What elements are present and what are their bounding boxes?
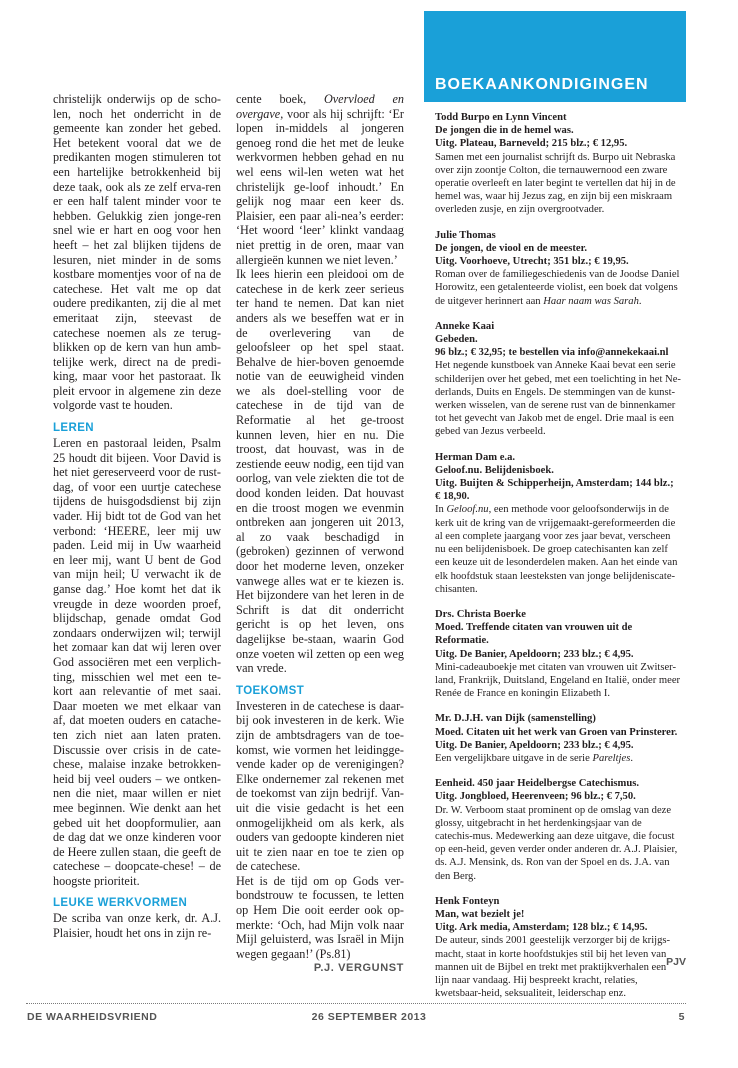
book-title: Moed. Treffende citaten van vrouwen uit de Reformatie.: [435, 622, 633, 647]
book-description: In Geloof.nu, een methode voor geloofsonderwijs in de kerk uit de kring van de vrijgemaakt-gereformeerden die al een complete jaargang voor zes jaar bevat, verscheen nu een belijdenisboek. De groep catechisanten kan zelf een keuze uit de lesonderdelen maken. Aan het einde van elk hoofdstuk staan leesteksten van jonge belijdeniscate-chisanten.: [435, 504, 678, 595]
book-list: [435, 111, 681, 1012]
article-column-2: [236, 92, 404, 976]
book-author: Julie Thomas: [435, 229, 496, 241]
book-announcements-sidebar: [424, 0, 686, 1000]
page-number: 5: [678, 1011, 685, 1023]
book-description: Een vergelijkbare uitgave in de serie Pareltjes.: [435, 752, 633, 764]
book-publisher: Uitg. Ark media, Amsterdam; 128 blz.; € 14,95.: [435, 922, 648, 934]
book-title-reference: Overvloed en overgave: [236, 92, 404, 121]
book-description: Samen met een journalist schrijft ds. Burpo uit Nebraska over zijn zoontje Colton, die ternauwernood een zware operatie overleeft en later begint te vertellen dat hij in de hemel was, waar hij Jezus zag, en zijn bij een miskraam overleden zusje, en zijn overgrootvader.: [435, 151, 676, 216]
article-paragraph: Investeren in de catechese is daar-bij ook investeren in de kerk. Wie zijn de ambtsdragers van de toe-komst, wie vormen het leidingge-vende kader op de verenigingen? Elke ondernemer zal rekenen met de toekomst van zijn bedrijf. Van-uit die visie gedacht is het een onmogelijkheid om als kerk, als ouders van gedoopte kinderen niet uit te zien naar en toe te zien op de catechese.: [236, 698, 404, 874]
footer-divider: [26, 1003, 686, 1004]
book-title: Eenheid. 450 jaar Heidelbergse Catechismus.: [435, 778, 640, 790]
book-publisher: Uitg. Voorhoeve, Utrecht; 351 blz.; € 19,95.: [435, 256, 629, 268]
book-entry: [435, 229, 681, 308]
article-paragraph: Leren en pastoraal leiden, Psalm 25 houdt dit bijeen. Voor David is het niet gereserveerd voor de rust-dag, of voor een uurtje catechese tijdens de huisgodsdienst bij zijn vader. Hij bidt tot de God van het verbond: ‘HEERE, leer mij uw paden. Leid mij in Uw waarheid en leer mij, want U bent de God van mijn heil; U verwacht ik de ganse dag.’ Hoe komt het dat ik vreugde in deze woorden proef, blijdschap, genade omdat God zondaars onderwijzen wil; terwijl het zomaar kan dat wij leren over God associëren met een verplich-ting, misschien wel met een te-kort aan relevantie of met saai. Daar moeten we met elkaar van af, dat moeten ouders en catache-ten zich niet aan laten praten. Discussie over crisis in de cate-chese, malaise inzake betrokken-heid bij veel ouders – we ontken-nen die niet, maar willen er niet mee beginnen. Wie denkt aan het gebed uit het doopformulier, aan de dag dat we onze kinderen voor de Heere zullen staan, die geeft de catechese – doopcate-chese! – de hoogste prioriteit.: [53, 436, 221, 888]
book-publisher: Uitg. De Banier, Apeldoorn; 233 blz.; € 4,95.: [435, 648, 634, 660]
book-publisher: Uitg. De Banier, Apeldoorn; 233 blz.; € 4,95.: [435, 739, 634, 751]
book-author: Henk Fonteyn: [435, 895, 500, 907]
book-publisher: Uitg. Plateau, Barneveld; 215 blz.; € 12,95.: [435, 138, 628, 150]
section-heading-leren: LEREN: [53, 422, 94, 435]
article-paragraph: cente boek, Overvloed en overgave, voor als hij schrijft: ‘Er lopen in-middels al jongeren genoeg rond die het met de leuke werkvormen hebben gehad en nu wel eens wil-len weten wat het christelijk ge-loof inhoudt.’ En gelijk nog maar een keer ds. Plaisier, een paar ali-nea’s eerder: ‘Het woord ‘leer’ klinkt vandaag niet prettig in de oren, maar van allergieën kunnen we niet leven.’: [236, 92, 404, 267]
book-description: De auteur, sinds 2001 geestelijk verzorger bij de krijgs-macht, staat in korte hoofdstukjes stil bij het leven van mannen uit de Bijbel en trekt met praktijkverhalen een lijn naar vandaag. Hij bespreekt kracht, relaties, kwetsbaar-heid, seksualiteit, leiderschap enz.: [435, 935, 671, 1000]
book-description: Roman over de familiegeschiedenis van de Joodse Daniel Horowitz, een getalenteerde violist, een boek dat volgens de uitgever herinnert aan Haar naam was Sarah.: [435, 269, 680, 307]
book-entry: [435, 712, 681, 765]
book-author: Drs. Christa Boerke: [435, 608, 526, 620]
book-entry: [435, 777, 681, 883]
book-title: Gebeden.: [435, 334, 478, 346]
article-paragraph: Ik lees hierin een pleidooi om de catechese in de kerk zeer serieus ter hand te nemen. Dat kan niet anders als we beseffen wat er in de overlevering van de geloofsleer op het spel staat. Behalve de hier-boven genoemde notie van de eeuwigheid vinden we als doel-stelling voor de catechese in de tijd van de Reformatie al het ge-troost kunnen leven, hier en nu. Die troost, dat houvast, was in de zestiende eeuw nodig, een tijd van oorlog, van vele ziekten die tot de dood konden leiden. Dat houvast en die troost mogen we evenmin ontbreken aan jongeren uit 2013, al zo vaak beschadigd in (gebroken) gezinnen of verwond door het moderne leven, onzeker vanwege alles wat er te kiezen is. Het bijzondere van het leren in de Schrift is dat dit onderricht gericht is op het leven, ons dagelijkse be-staan, waarin God onze voeten wil zetten op een weg van vrede.: [236, 267, 404, 676]
book-entry: [435, 608, 681, 700]
book-entry: [435, 320, 681, 439]
sidebar-header: [424, 11, 686, 102]
magazine-name: DE WAARHEIDSVRIEND: [27, 1011, 158, 1023]
book-publisher: Uitg. Jongbloed, Heerenveen; 96 blz.; € 7,50.: [435, 791, 636, 803]
sidebar-signature: PJV: [666, 956, 686, 968]
article-column-1: [53, 92, 221, 941]
book-entry: [435, 451, 681, 596]
book-title: Moed. Citaten uit het werk van Groen van Prinsterer.: [435, 726, 678, 738]
author-signature: P.J. VERGUNST: [313, 962, 404, 975]
section-heading-leuke-werkvormen: LEUKE WERKVORMEN: [53, 897, 188, 910]
book-description: Dr. W. Verboom staat prominent op de omslag van deze glossy, uitgebracht in het herdenkingsjaar van de catechis-mus. Medewerking aan deze uitgave, die focust op een-heid, geven verder onder anderen dr. A.J. Plaisier, ds. A.J. Mensink, ds. Ron van der Spoel en ds. J.A. van den Berg.: [435, 804, 678, 882]
article-paragraph: christelijk onderwijs op de scho-len, noch het onderricht in de gemeente kan zonder het gebed. Het betekent vooral dat we de predikanten mogen stimuleren tot een hartelijke betrokkenheid bij deze taak, ook als ze zelf erva-ren er een half talent minder voor te hebben. Gelukkig zien jonge-ren snel wie er hart en oog voor hen heeft – het zal blijken tijdens de lesuren, niet minder in de soms kostbare momentjes voor of na de catechese. Het valt me op dat oudere predikanten, zij die al met emeritaat zijn, steevast de catechese noemen als ze terug-blikken op de kern van hun amb-telijke werk, direct na de predi-king, maar voor het pastoraat. Ik pleit ervoor in algemene zin deze volgorde vast te houden.: [53, 92, 221, 413]
section-heading-toekomst: TOEKOMST: [236, 684, 305, 697]
book-title: Man, wat bezielt je!: [435, 908, 525, 920]
book-title: De jongen, de viool en de meester.: [435, 242, 588, 254]
article-paragraph: Het is de tijd om op Gods ver-bondstrouw te focussen, te letten op Hem Die ooit eerder ook op-merkte: ‘Och, had Mijn volk naar Mijl geluisterd, was Israël in Mijn wegen gegaan!’ (Ps.81): [236, 873, 404, 961]
book-title: Geloof.nu. Belijdenisboek.: [435, 464, 554, 476]
book-publisher: Uitg. Buijten & Schipperheijn, Amsterdam; 144 blz.; € 18,90.: [435, 478, 674, 503]
sidebar-title: BOEKAANKONDIGINGEN: [435, 76, 649, 93]
book-entry: [435, 111, 681, 217]
book-author: Todd Burpo en Lynn Vincent: [435, 112, 567, 123]
book-author: Mr. D.J.H. van Dijk (samenstelling): [435, 713, 596, 725]
book-description: Het negende kunstboek van Anneke Kaai bevat een serie schilderijen over het gebed, met een toelichting in het Ne-derlands, Duits en Engels. De stemmingen van de kunst-werken wisselen, van de serene rust van de binnenkamer tot het gevecht van Jakob met de engel. Drie maal is een gebed van Jezus verbeeld.: [435, 360, 681, 438]
book-publisher: 96 blz.; € 32,95; te bestellen via info@annekekaai.nl: [435, 347, 669, 359]
book-title: De jongen die in de hemel was.: [435, 125, 574, 137]
book-description: Mini-cadeauboekje met citaten van vrouwen uit Zwitser-land, Frankrijk, Duitsland, Engeland en Italië, onder meer Renée de France en koningin Elizabeth I.: [435, 661, 681, 700]
article-paragraph: De scriba van onze kerk, dr. A.J. Plaisier, houdt het ons in zijn re-: [53, 911, 221, 941]
book-entry: [435, 895, 681, 1001]
book-author: Anneke Kaai: [435, 320, 495, 332]
book-author: Herman Dam e.a.: [435, 451, 516, 463]
issue-date: 26 SEPTEMBER 2013: [311, 1011, 427, 1023]
